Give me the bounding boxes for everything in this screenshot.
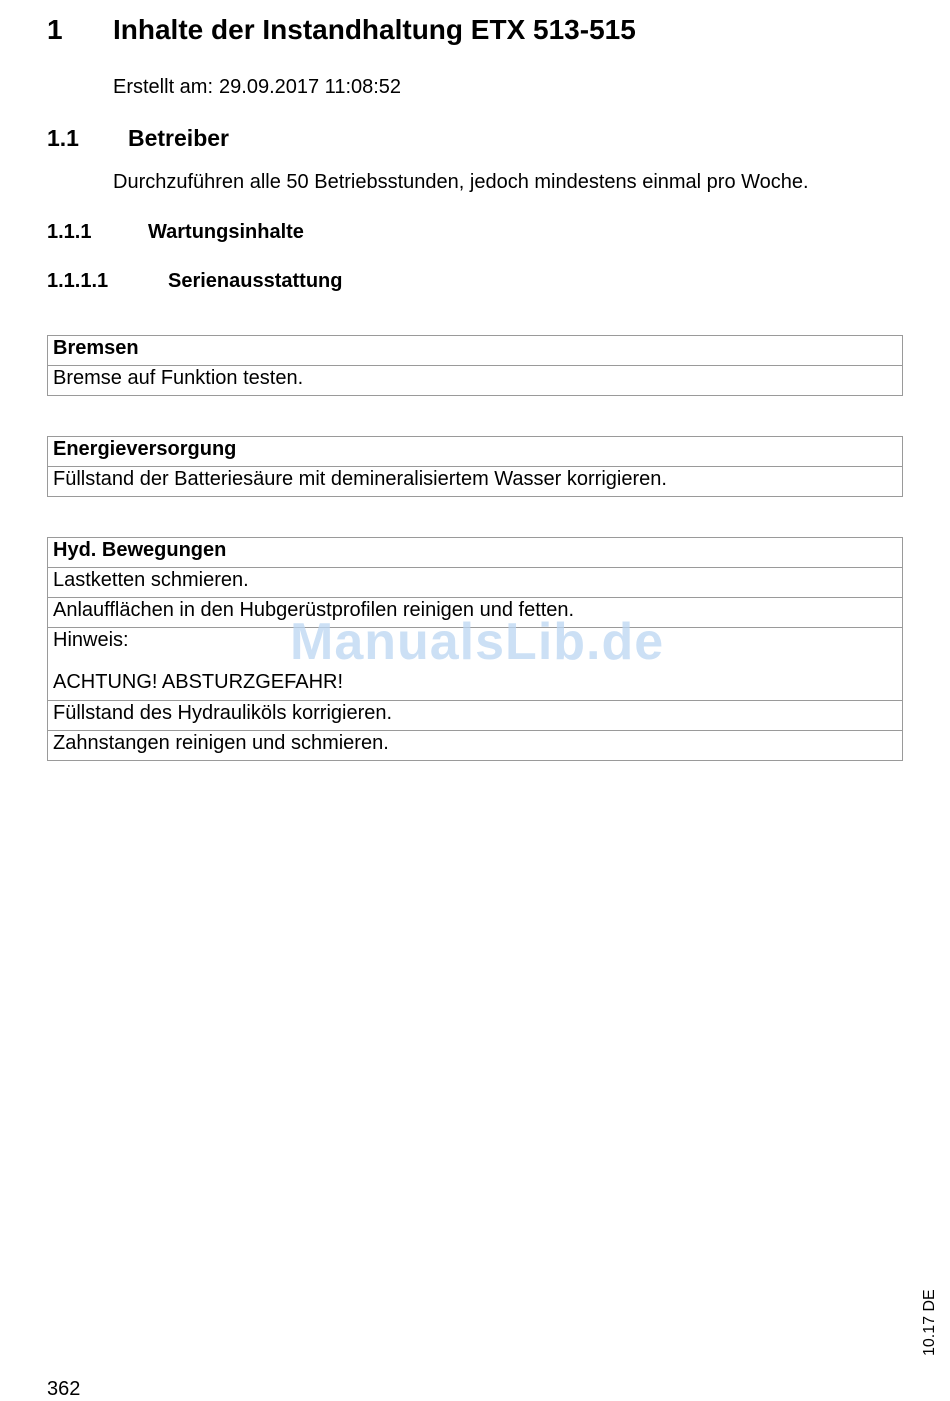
table-header-row: [48, 437, 903, 467]
note-cell: [48, 628, 903, 701]
note-row: [48, 628, 903, 701]
document-version-code: 10.17 DE: [921, 1289, 938, 1356]
section-number: 1.1: [47, 125, 79, 151]
table-header-cell: Bremsen: [48, 336, 903, 366]
table-cell: Füllstand des Hydrauliköls korrigieren.: [48, 701, 903, 731]
table-cell: Lastketten schmieren.: [48, 568, 903, 598]
table-row: [48, 731, 903, 761]
page-number: 362: [47, 1378, 81, 1400]
table-header-cell: Energieversorgung: [48, 437, 903, 467]
chapter-number: 1: [47, 14, 63, 45]
table-row: [48, 467, 903, 497]
bremsen-table: [47, 335, 903, 396]
table-row: [48, 598, 903, 628]
hyd-bewegungen-table: [47, 537, 903, 761]
table-cell: Bremse auf Funktion testen.: [48, 366, 903, 396]
energieversorgung-table: [47, 436, 903, 497]
created-line: [113, 76, 401, 99]
table-header-row: [48, 538, 903, 568]
created-value: 29.09.2017 11:08:52: [219, 76, 402, 98]
table-header-cell: Hyd. Bewegungen: [48, 538, 903, 568]
table-row: [48, 366, 903, 396]
watermark: ManualsLib.de: [290, 613, 665, 671]
table-cell: Anlaufflächen in den Hubgerüstprofilen reinigen und fetten.: [48, 598, 903, 628]
subsection-number: 1.1.1: [47, 221, 92, 243]
subsection-title: Wartungsinhalte: [148, 221, 304, 243]
note-warning: ACHTUNG! ABSTURZGEFAHR!: [53, 671, 344, 693]
subsubsection-number: 1.1.1.1: [47, 270, 109, 292]
created-label: Erstellt am:: [113, 76, 214, 98]
table-header-row: [48, 336, 903, 366]
table-cell: Füllstand der Batteriesäure mit demineralisiertem Wasser korrigieren.: [48, 467, 903, 497]
chapter-title: Inhalte der Instandhaltung ETX 513-515: [113, 14, 636, 45]
section-title: Betreiber: [128, 125, 229, 151]
table-row: [48, 701, 903, 731]
intro-text: Durchzuführen alle 50 Betriebsstunden, jedoch mindestens einmal pro Woche.: [113, 171, 809, 193]
table-cell: Zahnstangen reinigen und schmieren.: [48, 731, 903, 761]
subsubsection-title: Serienausstattung: [168, 270, 343, 292]
table-row: [48, 568, 903, 598]
note-label: Hinweis:: [53, 629, 129, 651]
